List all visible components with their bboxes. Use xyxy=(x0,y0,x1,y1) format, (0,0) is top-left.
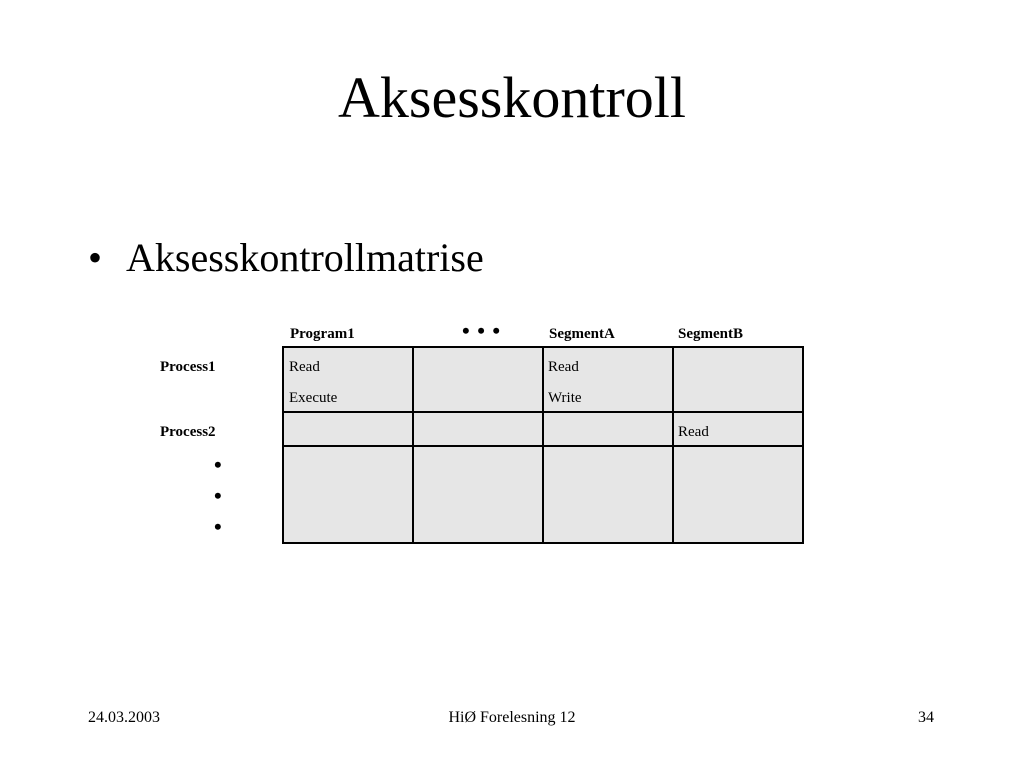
matrix-cell xyxy=(542,411,674,447)
row-ellipsis-dot: • xyxy=(214,452,222,477)
permission-read: Read xyxy=(548,359,579,375)
slide-title: Aksesskontroll xyxy=(338,65,686,130)
permission-execute: Execute xyxy=(289,390,338,406)
row-header-process1: Process1 xyxy=(160,359,216,375)
row-header-process2: Process2 xyxy=(160,424,216,440)
footer-date: 24.03.2003 xyxy=(88,709,160,726)
matrix-cell xyxy=(412,445,544,544)
matrix-cell xyxy=(672,445,804,544)
matrix-cell xyxy=(672,346,804,413)
column-header-program1: Program1 xyxy=(290,326,355,342)
permission-read: Read xyxy=(289,359,320,375)
column-header-segmentb: SegmentB xyxy=(678,326,743,342)
bullet-symbol: • xyxy=(88,235,103,280)
matrix-cell xyxy=(412,411,544,447)
row-ellipsis-dot: • xyxy=(214,514,222,539)
footer-title: HiØ Forelesning 12 xyxy=(448,709,576,726)
matrix-grid xyxy=(282,346,804,544)
column-header-ellipsis: • • • xyxy=(462,318,502,343)
bullet-text: Aksesskontrollmatrise xyxy=(126,235,484,280)
matrix-cell xyxy=(542,445,674,544)
matrix-cell xyxy=(282,411,414,447)
permission-read: Read xyxy=(678,424,709,440)
matrix-cell xyxy=(282,445,414,544)
page-number: 34 xyxy=(918,709,934,726)
matrix-cell xyxy=(412,346,544,413)
column-header-segmenta: SegmentA xyxy=(549,326,615,342)
row-ellipsis-dot: • xyxy=(214,483,222,508)
permission-write: Write xyxy=(548,390,582,406)
